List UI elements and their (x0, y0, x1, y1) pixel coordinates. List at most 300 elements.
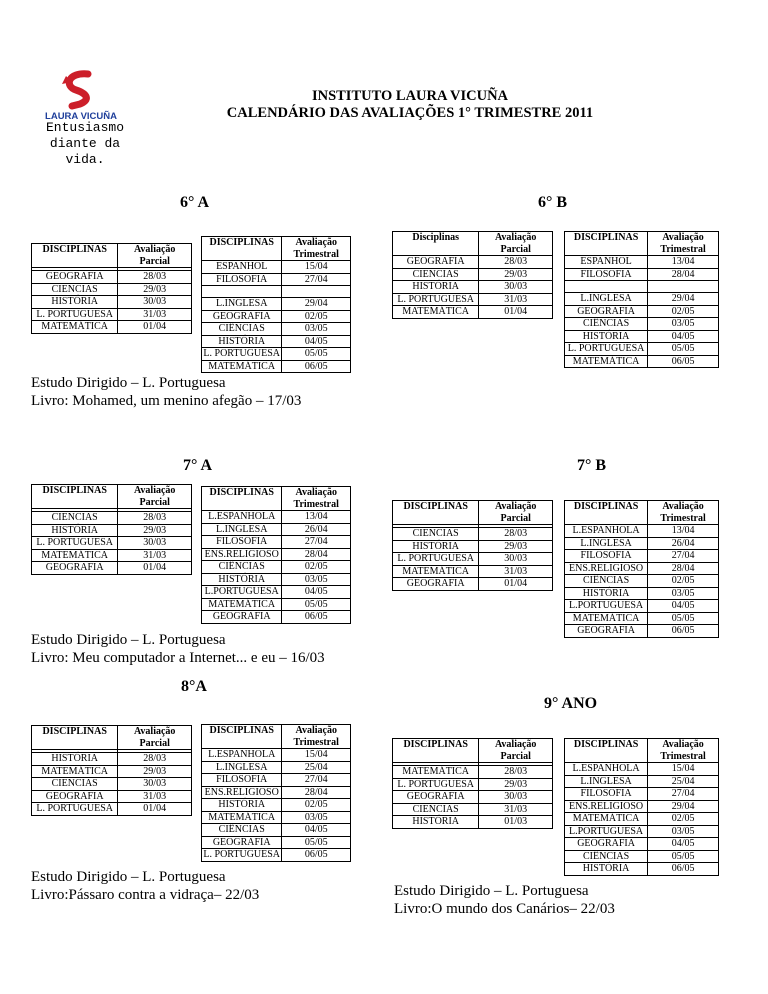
subject-cell: L. PORTUGUESA (32, 308, 118, 321)
subject-cell: L. PORTUGUESA (32, 537, 118, 550)
table-row (32, 753, 192, 766)
table-row (565, 763, 719, 776)
subject-cell: L.ESPANHOLA (202, 511, 282, 524)
note-9-line-1: Estudo Dirigido – L. Portuguesa (394, 883, 589, 899)
table-row (565, 800, 719, 813)
table-row (393, 293, 553, 306)
date-cell: 28/04 (282, 786, 351, 799)
subject-cell: HISTÓRIA (393, 540, 479, 553)
table-row (565, 305, 719, 318)
subject-cell (565, 281, 648, 293)
date-cell: 29/03 (479, 268, 553, 281)
table-row (202, 561, 351, 574)
date-cell: 03/05 (282, 323, 351, 336)
table-row (565, 537, 719, 550)
subject-cell: MATEMÁTICA (565, 813, 648, 826)
subject-cell: CIÊNCIAS (565, 575, 648, 588)
table-row (565, 600, 719, 613)
table-row (202, 598, 351, 611)
table-row (565, 625, 719, 638)
subject-cell: GEOGRAFIA (32, 271, 118, 284)
subject-cell: L.PORTUGUESA (202, 586, 282, 599)
motto-line-1: Entusiasmo (45, 120, 124, 135)
table-row (565, 825, 719, 838)
table-row (565, 813, 719, 826)
subject-cell: L.ESPANHOLA (565, 525, 648, 538)
table-row (393, 268, 553, 281)
page-title (150, 88, 670, 122)
date-cell: 28/03 (479, 528, 553, 541)
subject-cell: ESPANHOL (202, 261, 282, 274)
subject-cell: HISTÓRIA (202, 335, 282, 348)
date-cell: 29/03 (479, 540, 553, 553)
table-row (202, 573, 351, 586)
subject-cell: GEOGRAFIA (565, 305, 648, 318)
table-row (32, 537, 192, 550)
date-cell: 13/04 (648, 256, 719, 269)
subject-cell: MATEMÁTICA (393, 306, 479, 319)
note-9-line-2: Livro:O mundo dos Canários– 22/03 (394, 901, 615, 917)
subject-cell: ENS.RELIGIOSO (565, 800, 648, 813)
table-row (565, 318, 719, 331)
subject-cell: MATEMÁTICA (32, 321, 118, 334)
subject-cell: CIENCIAS (393, 803, 479, 816)
table-row (565, 838, 719, 851)
class-heading-6a: 6° A (180, 194, 210, 211)
date-cell: 04/05 (648, 600, 719, 613)
table-8a-trimestral (201, 724, 351, 862)
table-row (32, 803, 192, 816)
table-row (393, 791, 553, 804)
table-row (202, 548, 351, 561)
subject-cell: CIENCIAS (32, 778, 118, 791)
subject-cell: HISTÓRIA (202, 573, 282, 586)
table-row (202, 536, 351, 549)
subject-cell: L.INGLESA (202, 298, 282, 311)
table-row (565, 256, 719, 269)
date-cell: 28/03 (118, 512, 192, 525)
date-cell: 02/05 (282, 561, 351, 574)
class-heading-7a: 7° A (183, 457, 213, 474)
table-row (32, 308, 192, 321)
note-7a-line-2: Livro: Meu computador a Internet... e eu – 16/03 (31, 650, 325, 666)
date-cell: 15/04 (282, 261, 351, 274)
table-row (202, 774, 351, 787)
date-cell: 28/03 (479, 256, 553, 269)
table-row (202, 786, 351, 799)
date-cell: 15/04 (648, 763, 719, 776)
subject-cell: MATEMÁTICA (32, 765, 118, 778)
subject-cell: HISTÓRIA (202, 799, 282, 812)
date-cell: 06/05 (282, 360, 351, 373)
header-avaliacao: Avaliação Trimestral (648, 739, 719, 763)
table-row (32, 512, 192, 525)
date-cell: 27/04 (282, 774, 351, 787)
date-cell: 01/04 (118, 321, 192, 334)
table-row (393, 553, 553, 566)
date-cell: 30/03 (118, 537, 192, 550)
date-cell: 06/05 (648, 625, 719, 638)
subject-cell: FILOSOFIA (565, 268, 648, 281)
subject-cell: GEOGRAFIA (565, 838, 648, 851)
table-row (393, 766, 553, 779)
header-row (202, 725, 351, 749)
date-cell (282, 286, 351, 298)
header-row (202, 237, 351, 261)
note-8a (31, 868, 259, 904)
table-row (565, 612, 719, 625)
table-row (202, 611, 351, 624)
table-row (565, 293, 719, 306)
table-row (393, 816, 553, 829)
subject-cell: HISTÓRIA (565, 863, 648, 876)
date-cell: 31/03 (118, 790, 192, 803)
date-cell: 29/03 (118, 765, 192, 778)
date-cell: 05/05 (282, 836, 351, 849)
date-cell: 31/03 (479, 293, 553, 306)
date-cell: 30/03 (479, 553, 553, 566)
subject-cell: L. PORTUGUESA (203, 849, 281, 860)
subject-cell: MATEMÁTICA (202, 360, 282, 373)
header-disciplinas: DISCIPLINAS (565, 232, 648, 256)
date-cell (648, 281, 719, 293)
header-disciplinas: DISCIPLINAS (565, 501, 648, 525)
table-6b-parcial (392, 231, 553, 319)
table-7a-trimestral (201, 486, 351, 624)
subject-cell: CIÊNCIAS (202, 561, 282, 574)
date-cell: 04/05 (282, 824, 351, 837)
date-cell: 01/04 (118, 562, 192, 575)
header-disciplinas: DISCIPLINAS (565, 739, 648, 763)
header-disciplinas: DISCIPLINAS (202, 725, 282, 749)
subject-cell: L.PORTUGUESA (565, 600, 648, 613)
subject-cell: GEOGRAFIA (32, 790, 118, 803)
subject-cell: HISTÓRIA (565, 330, 648, 343)
motto-line-3: vida. (65, 152, 105, 167)
class-heading-8a: 8°A (181, 678, 207, 695)
date-cell: 31/03 (118, 549, 192, 562)
header-row (202, 487, 351, 511)
subject-cell: L.INGLESA (202, 761, 282, 774)
date-cell: 04/05 (282, 586, 351, 599)
table-row (565, 863, 719, 876)
date-cell: 28/03 (479, 766, 553, 779)
note-6a-line-2: Livro: Mohamed, um menino afegão – 17/03 (31, 393, 302, 409)
subject-cell: FILOSOFIA (202, 536, 282, 549)
date-cell: 29/04 (648, 293, 719, 306)
subject-cell: L.INGLESA (565, 775, 648, 788)
date-cell: 01/04 (479, 306, 553, 319)
header-avaliacao: Avaliação Parcial (118, 244, 192, 268)
date-cell: 27/04 (648, 550, 719, 563)
date-cell: 05/05 (648, 850, 719, 863)
date-cell: 15/04 (282, 749, 351, 762)
subject-cell: CIÊNCIAS (202, 323, 282, 336)
table-row (202, 273, 351, 286)
table-6a-parcial (31, 243, 192, 334)
table-row (202, 749, 351, 762)
table-row (32, 549, 192, 562)
subject-cell: HISTÓRIA (32, 524, 118, 537)
date-cell: 30/03 (479, 791, 553, 804)
date-cell: 29/04 (648, 800, 719, 813)
table-row (565, 788, 719, 801)
note-6a-line-1: Estudo Dirigido – L. Portuguesa (31, 375, 226, 391)
subject-cell: HISTÓRIA (565, 587, 648, 600)
table-row (565, 330, 719, 343)
table-row (393, 565, 553, 578)
table-row (202, 348, 351, 361)
table-row (202, 298, 351, 311)
subject-cell: ENS.RELIGIOSO (202, 786, 282, 799)
header-avaliacao: Avaliação Parcial (118, 485, 192, 509)
subject-cell: MATEMÁTICA (565, 612, 648, 625)
table-row (202, 761, 351, 774)
date-cell: 02/05 (282, 799, 351, 812)
table-6b-trimestral (564, 231, 719, 368)
date-cell: 01/04 (118, 803, 192, 816)
date-cell: 30/03 (479, 281, 553, 294)
subject-cell: L.ESPANHOLA (565, 763, 648, 776)
date-cell: 13/04 (648, 525, 719, 538)
date-cell: 28/03 (118, 271, 192, 284)
date-cell: 26/04 (648, 537, 719, 550)
date-cell: 02/05 (648, 305, 719, 318)
header-disciplinas: Disciplinas (393, 232, 479, 256)
date-cell: 03/05 (648, 318, 719, 331)
table-row (565, 525, 719, 538)
subject-cell: GEOGRAFIA (565, 625, 648, 638)
subject-cell: FILOSOFIA (565, 788, 648, 801)
date-cell: 04/05 (282, 335, 351, 348)
header-row (393, 501, 553, 525)
table-row (202, 323, 351, 336)
note-9 (394, 882, 615, 918)
subject-cell: HISTÓRIA (393, 281, 479, 294)
subject-cell (202, 286, 282, 298)
motto (30, 120, 140, 168)
table-9-trimestral (564, 738, 719, 876)
table-row (565, 550, 719, 563)
note-7a-line-1: Estudo Dirigido – L. Portuguesa (31, 632, 226, 648)
date-cell: 28/04 (648, 268, 719, 281)
table-row (202, 286, 351, 298)
subject-cell: L.PORTUGUESA (565, 825, 648, 838)
subject-cell: ENS.RELIGIOSO (565, 562, 648, 575)
table-8a-parcial (31, 725, 192, 816)
header-avaliacao: Avaliação Parcial (479, 501, 553, 525)
table-row (202, 261, 351, 274)
title-line-1: INSTITUTO LAURA VICUÑA (311, 88, 509, 104)
subject-cell: L. PORTUGUESA (203, 348, 281, 359)
table-row (202, 310, 351, 323)
date-cell: 28/04 (282, 548, 351, 561)
subject-cell: CIENCIAS (393, 268, 479, 281)
subject-cell: L. PORTUGUESA (565, 343, 648, 356)
subject-cell: L. PORTUGUESA (393, 553, 479, 566)
table-row (32, 765, 192, 778)
subject-cell: MATEMÁTICA (565, 355, 648, 368)
class-heading-9: 9° ANO (544, 695, 598, 712)
date-cell: 30/03 (118, 296, 192, 309)
table-row (393, 803, 553, 816)
date-cell: 03/05 (282, 811, 351, 824)
subject-cell: CIENCIAS (393, 528, 479, 541)
table-row (202, 360, 351, 373)
date-cell: 03/05 (648, 587, 719, 600)
table-row (393, 306, 553, 319)
table-row (32, 790, 192, 803)
table-row (393, 578, 553, 591)
header-disciplinas: DISCIPLINAS (32, 485, 118, 509)
date-cell: 31/03 (479, 803, 553, 816)
date-cell: 05/05 (282, 348, 351, 361)
subject-cell: L.INGLESA (565, 293, 648, 306)
table-row (393, 778, 553, 791)
note-6a (31, 374, 301, 410)
subject-cell: FILOSOFIA (565, 550, 648, 563)
subject-cell: GEOGRAFIA (393, 791, 479, 804)
subject-cell: MATEMÁTICA (202, 811, 282, 824)
table-row (32, 321, 192, 334)
table-row (565, 343, 719, 356)
table-row (32, 296, 192, 309)
header-row (32, 726, 192, 750)
table-9-parcial (392, 738, 553, 829)
date-cell: 04/05 (648, 330, 719, 343)
header-disciplinas: DISCIPLINAS (393, 501, 479, 525)
note-7a (31, 631, 325, 667)
school-logo (45, 70, 117, 122)
note-8a-line-1: Estudo Dirigido – L. Portuguesa (31, 869, 226, 885)
table-row (393, 256, 553, 269)
class-heading-7b: 7° B (577, 457, 607, 474)
table-row (202, 836, 351, 849)
header-row (565, 739, 719, 763)
header-avaliacao: Avaliação Trimestral (282, 725, 351, 749)
header-row (393, 739, 553, 763)
header-avaliacao: Avaliação Parcial (118, 726, 192, 750)
motto-line-2: diante da (49, 136, 121, 151)
header-row (565, 232, 719, 256)
header-row (393, 232, 553, 256)
table-row (393, 540, 553, 553)
subject-cell: L. PORTUGUESA (393, 293, 479, 306)
subject-cell: MATEMÁTICA (393, 565, 479, 578)
date-cell: 27/04 (282, 536, 351, 549)
date-cell: 13/04 (282, 511, 351, 524)
subject-cell: HISTÓRIA (32, 296, 118, 309)
header-row (32, 244, 192, 268)
header-avaliacao: Avaliação Trimestral (648, 501, 719, 525)
date-cell: 27/04 (282, 273, 351, 286)
subject-cell: L.ESPANHOLA (202, 749, 282, 762)
subject-cell: L. PORTUGUESA (393, 778, 479, 791)
subject-cell: GEOGRAFIA (202, 310, 282, 323)
date-cell: 06/05 (282, 849, 351, 862)
table-row (565, 850, 719, 863)
table-row (202, 799, 351, 812)
date-cell: 29/03 (118, 524, 192, 537)
date-cell: 29/04 (282, 298, 351, 311)
table-row (565, 268, 719, 281)
subject-cell: MATEMÁTICA (393, 766, 479, 779)
date-cell: 27/04 (648, 788, 719, 801)
subject-cell: ENS.RELIGIOSO (202, 548, 282, 561)
date-cell: 30/03 (118, 778, 192, 791)
date-cell: 25/04 (648, 775, 719, 788)
subject-cell: GEOGRAFIA (32, 562, 118, 575)
date-cell: 25/04 (282, 761, 351, 774)
date-cell: 02/05 (648, 813, 719, 826)
table-row (202, 523, 351, 536)
subject-cell: FILOSOFIA (202, 273, 282, 286)
header-avaliacao: Avaliação Parcial (479, 232, 553, 256)
table-row (565, 587, 719, 600)
subject-cell: L.INGLESA (565, 537, 648, 550)
header-disciplinas: DISCIPLINAS (32, 244, 118, 268)
table-row (202, 511, 351, 524)
subject-cell: GEOGRAFIA (202, 836, 282, 849)
date-cell: 06/05 (282, 611, 351, 624)
subject-cell: CIENCIAS (32, 512, 118, 525)
date-cell: 29/03 (118, 283, 192, 296)
header-disciplinas: DISCIPLINAS (202, 487, 282, 511)
table-row (393, 528, 553, 541)
subject-cell: MATEMÁTICA (202, 598, 282, 611)
date-cell: 05/05 (282, 598, 351, 611)
table-row (202, 335, 351, 348)
table-row (202, 586, 351, 599)
date-cell: 06/05 (648, 355, 719, 368)
table-row (32, 283, 192, 296)
table-row (32, 562, 192, 575)
date-cell: 02/05 (282, 310, 351, 323)
date-cell: 01/04 (479, 578, 553, 591)
subject-cell: CIÊNCIAS (565, 318, 648, 331)
header-avaliacao: Avaliação Parcial (479, 739, 553, 763)
date-cell: 26/04 (282, 523, 351, 536)
table-row (565, 775, 719, 788)
subject-cell: CIENCIAS (32, 283, 118, 296)
date-cell: 05/05 (648, 612, 719, 625)
header-avaliacao: Avaliação Trimestral (282, 237, 351, 261)
class-heading-6b: 6° B (538, 194, 568, 211)
subject-cell: MATEMÁTICA (32, 549, 118, 562)
date-cell: 01/03 (479, 816, 553, 829)
header-disciplinas: DISCIPLINAS (393, 739, 479, 763)
subject-cell: HISTÓRIA (32, 753, 118, 766)
date-cell: 05/05 (648, 343, 719, 356)
subject-cell: GEOGRAFIA (393, 578, 479, 591)
table-row (202, 824, 351, 837)
subject-cell: CIÊNCIAS (202, 824, 282, 837)
logo-text: LAURA VICUÑA (45, 111, 117, 122)
subject-cell: L. PORTUGUESA (32, 803, 118, 816)
table-row (565, 575, 719, 588)
date-cell: 04/05 (648, 838, 719, 851)
table-7a-parcial (31, 484, 192, 575)
table-row (202, 811, 351, 824)
header-avaliacao: Avaliação Trimestral (282, 487, 351, 511)
table-7b-parcial (392, 500, 553, 591)
date-cell: 03/05 (648, 825, 719, 838)
title-line-2: CALENDÁRIO DAS AVALIAÇÕES 1° TRIMESTRE 2011 (226, 105, 594, 121)
subject-cell: HISTÓRIA (393, 816, 479, 829)
subject-cell: CIÊNCIAS (565, 850, 648, 863)
date-cell: 06/05 (648, 863, 719, 876)
header-row (32, 485, 192, 509)
